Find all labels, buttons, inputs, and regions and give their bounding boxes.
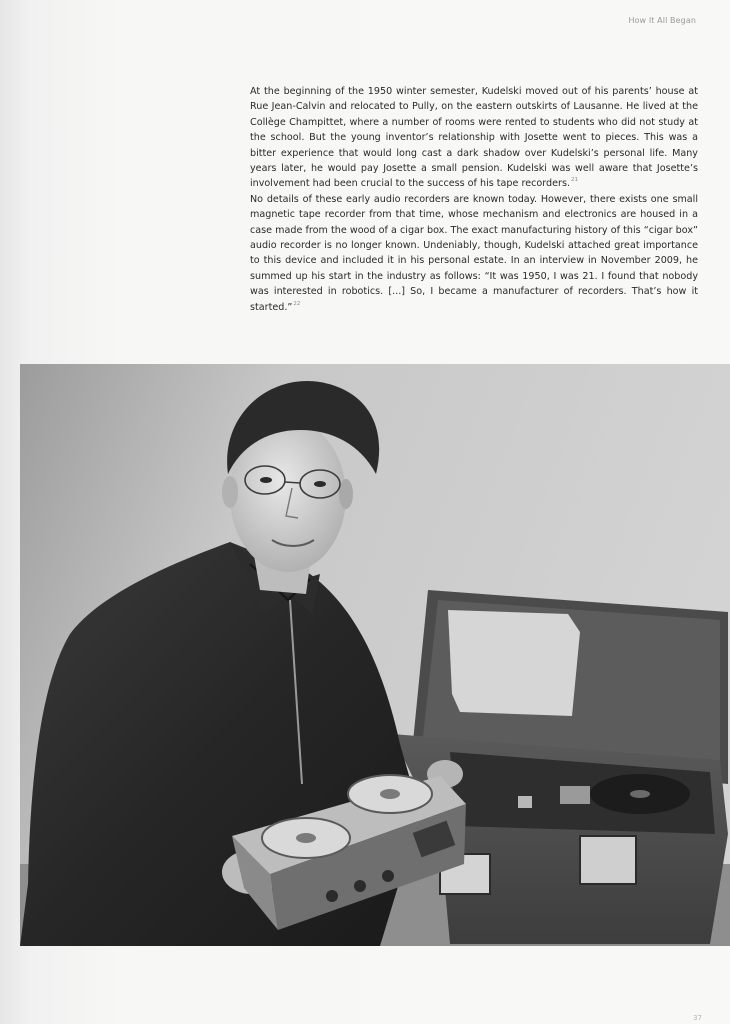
footnote-ref-22: 22 (293, 300, 301, 307)
paragraph-2 (250, 192, 698, 315)
running-header: How It All Began (628, 16, 696, 25)
archival-photograph (20, 364, 730, 946)
body-text (250, 84, 698, 315)
photo-illustration (20, 364, 730, 946)
paragraph-1-text: At the beginning of the 1950 winter semester, Kudelski moved out of his parents’ house at Rue Jean-Calvin and relocated to Pully, on the eastern outskirts of Lausanne. He lived at the Collège Champittet, where a number of rooms were rented to students who did not study at the school. But the young inventor’s relationship with Josette went to pieces. This was a bitter experience that would long cast a dark shadow over Kudelski’s personal life. Many years later, he would pay Josette a small pension. Kudelski was well aware that Josette’s involvement had been crucial to the success of his tape recorders. (250, 86, 698, 190)
page-number: 37 (693, 1014, 702, 1022)
paragraph-2-text: No details of these early audio recorders are known today. However, there exists one small magnetic tape recorder from that time, whose mechanism and electronics are housed in a case made from the wood of a cigar box. The exact manufacturing history of this “cigar box” audio recorder is no longer known. Undeniably, though, Kudelski attached great importance to this device and included it in his personal estate. In an interview in November 2009, he summed up his start in the industry as follows: “It was 1950, I was 21. I found that nobody was interested in robotics. [...] So, I became a manufacturer of recorders. That’s how it started.” (250, 193, 698, 313)
paragraph-1 (250, 84, 698, 192)
footnote-ref-21: 21 (571, 177, 578, 184)
